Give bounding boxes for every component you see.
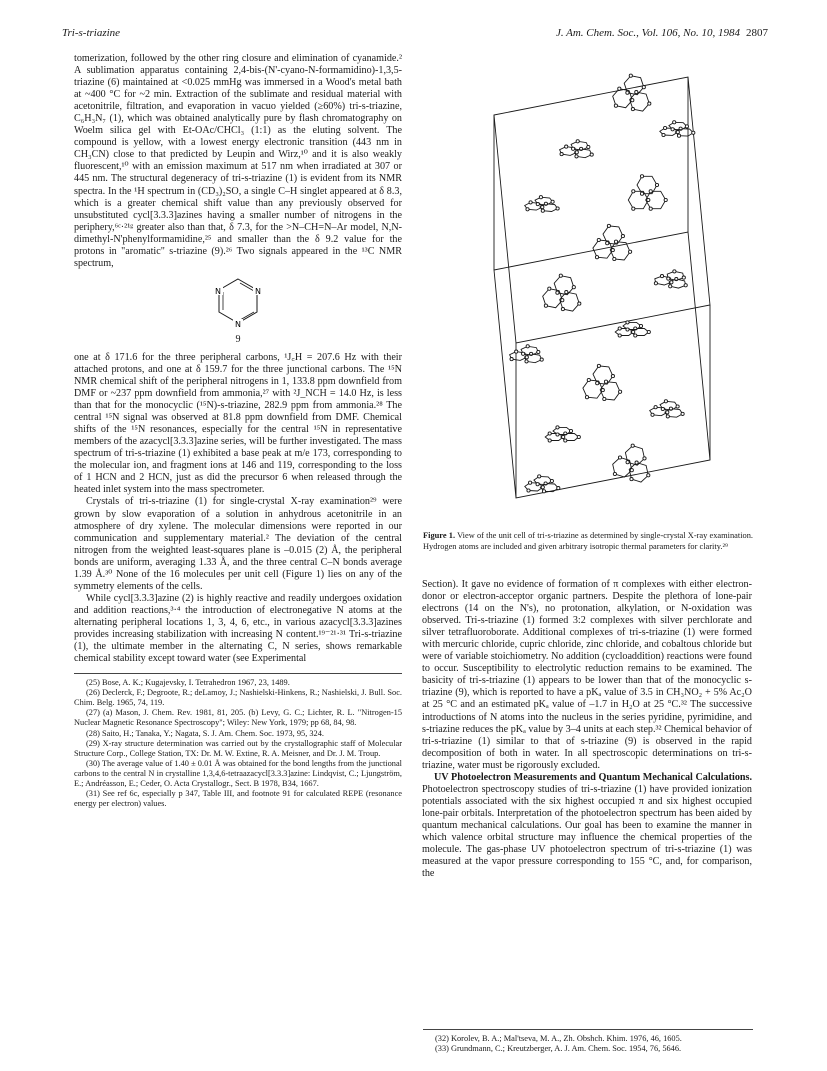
compound-label: 9 bbox=[235, 333, 241, 345]
atom bbox=[572, 286, 575, 289]
atom bbox=[635, 91, 638, 94]
atom bbox=[681, 412, 684, 415]
tri-s-triazine-molecule bbox=[615, 321, 650, 337]
ring bbox=[603, 226, 623, 244]
atom bbox=[607, 224, 610, 227]
atom bbox=[604, 380, 607, 383]
s-triazine-structure bbox=[211, 275, 265, 331]
atom bbox=[575, 151, 578, 154]
ring bbox=[553, 427, 571, 434]
tri-s-triazine-molecule bbox=[510, 345, 544, 363]
atom bbox=[525, 360, 528, 363]
atom bbox=[569, 429, 572, 432]
atom bbox=[676, 131, 679, 134]
atom bbox=[562, 435, 565, 438]
atom bbox=[631, 444, 634, 447]
atom bbox=[597, 364, 600, 367]
reference: (26) Declerck, F.; Degroote, R.; deLamoy, J.; Nashielski-Hinkens, R.; Nashielski, J. Bull. Soc. Chim. Belg. 1965, 74, 119. bbox=[74, 688, 402, 708]
atom bbox=[613, 257, 616, 260]
page-number: 2807 bbox=[746, 27, 768, 39]
atom bbox=[597, 238, 600, 241]
atom bbox=[684, 284, 687, 287]
tri-s-triazine-molecule bbox=[654, 270, 687, 288]
atom bbox=[631, 108, 634, 111]
atom bbox=[542, 490, 545, 493]
atom bbox=[510, 358, 513, 361]
atom bbox=[649, 190, 652, 193]
atom bbox=[642, 86, 645, 89]
atom bbox=[618, 334, 621, 337]
tri-s-triazine-molecule bbox=[613, 74, 651, 111]
atom bbox=[647, 198, 650, 201]
atom bbox=[541, 486, 544, 489]
unit-cell-figure bbox=[482, 55, 722, 520]
references-right bbox=[423, 1029, 753, 1054]
atom bbox=[677, 134, 680, 137]
atom bbox=[664, 400, 667, 403]
atom bbox=[587, 378, 590, 381]
atom bbox=[630, 469, 633, 472]
reference: (31) See ref 6c, especially p 347, Table III, and footnote 91 for calculated REPE (resonance energy per electron) values. bbox=[74, 789, 402, 809]
atom bbox=[626, 461, 629, 464]
atom bbox=[587, 145, 590, 148]
atom bbox=[526, 345, 529, 348]
atom bbox=[654, 406, 657, 409]
paragraph-stability: Section). It gave no evidence of formation of π complexes with either electron-donor or electron-acceptor organic partners. Despite the plethora of lone-pair electrons (14 on the N's), no protonation, alkylation, or N-oxidation was observed. Tri-s-triazine (1) formed 3:2 complexes with silver perchlorate and silver tetrafluoroborate. Additional complexes of tri-s-triazine (1) were formed with mercuric chloride, cupric chloride, zinc chloride, and cobaltous chloride but were of variable stoichiometry. No addition (cycloaddition) reactions were found to occur. Susceptibility to electrolytic reduction remains to be examined. The basicity of tri-s-triazine (1) appears to be lower than that of the monocyclic s-triazine (9), which is reported to have a pKₐ value of 3.5 in CH₃NO₂ + 5% Ac₂O at 25 °C and an estimated pKₐ value of –1.7 in H₂O at 25 °C.³² The successive introductions of N atoms into the nucleus in the series pyridine, pyrimidine, and s-triazine reduces the pKₐ value by 3–4 units at each step.³² Chemical behavior of tri-s-triazine (1) similar to that of s-triazine (9) is observed in the rapid decomposition of both in water. In all spectroscopic determinations on tri-s-triazine, water must be rigorously excluded. bbox=[422, 579, 752, 771]
journal-citation bbox=[556, 27, 768, 39]
atom bbox=[614, 240, 617, 243]
atom bbox=[537, 350, 540, 353]
atom bbox=[565, 145, 568, 148]
atom bbox=[560, 153, 563, 156]
tri-s-triazine-molecule bbox=[543, 274, 581, 311]
atom bbox=[556, 291, 559, 294]
atom bbox=[611, 249, 614, 252]
atom bbox=[536, 483, 539, 486]
atom bbox=[634, 334, 637, 337]
atom bbox=[541, 209, 544, 212]
atom bbox=[578, 302, 581, 305]
atom bbox=[618, 87, 621, 90]
atom bbox=[643, 457, 646, 460]
atom bbox=[595, 256, 598, 259]
atom bbox=[603, 397, 606, 400]
atom bbox=[606, 242, 609, 245]
atom bbox=[664, 198, 667, 201]
atom bbox=[536, 203, 539, 206]
atom bbox=[649, 207, 652, 210]
atom bbox=[631, 99, 634, 102]
atom bbox=[654, 282, 657, 285]
atom bbox=[575, 155, 578, 158]
atom bbox=[632, 190, 635, 193]
reference: (32) Korolev, B. A.; Mal'tseva, M. A., Zh. Obshch. Khim. 1976, 46, 1605. bbox=[435, 1034, 682, 1043]
atom bbox=[539, 196, 542, 199]
references-left bbox=[74, 673, 402, 809]
tri-s-triazine-molecule bbox=[593, 224, 632, 260]
paragraph-crystal: Crystals of tri-s-triazine (1) for single-crystal X-ray examination²⁹ were grown by slow evaporation of a solution in anhydrous acetonitrile in an atmosphere of dry xylene. The molecular dimensions were reported in our communication and supplementary material.² The deviation of the central nitrogen from the weighted least-squares plane is –0.015 (2) Å, the peripheral bonds are uniform, averaging 1.33 Å, and the three central C–N bonds average 1.39 Å.³⁰ None of the 16 molecules per unit cell (Figure 1) lies on any of the symmetry elements of the cells. bbox=[74, 496, 402, 592]
caption-text: View of the unit cell of tri-s-triazine as determined by single-crystal X-ray examination. Hydrogen atoms are included and given arbitrary isotropic thermal parameters for clarity.²⁹ bbox=[423, 531, 753, 551]
ring-nitrogen-2: N bbox=[235, 319, 241, 329]
atom bbox=[596, 382, 599, 385]
ring bbox=[583, 380, 603, 398]
atom bbox=[548, 432, 551, 435]
journal-name: J. Am. Chem. Soc., Vol. 106, No. 10, 1984 bbox=[555, 27, 740, 39]
atom bbox=[632, 330, 635, 333]
ring bbox=[637, 176, 657, 193]
atom bbox=[561, 299, 564, 302]
molecule-layer bbox=[510, 74, 695, 493]
atom bbox=[639, 324, 642, 327]
tri-s-triazine-molecule bbox=[583, 364, 622, 400]
atom bbox=[561, 308, 564, 311]
section-ups bbox=[422, 772, 752, 880]
atom bbox=[556, 433, 559, 436]
atom bbox=[651, 413, 654, 416]
tri-s-triazine-molecule bbox=[650, 400, 685, 418]
atom bbox=[540, 358, 543, 361]
atom bbox=[529, 201, 532, 204]
atom bbox=[660, 275, 663, 278]
reference: (28) Saito, H.; Tanaka, Y.; Nagata, S. J. Am. Chem. Soc. 1973, 95, 324. bbox=[86, 728, 324, 738]
section-heading: UV Photoelectron Measurements and Quantum Mechanical Calculations. bbox=[434, 771, 752, 783]
tri-s-triazine-molecule bbox=[525, 196, 560, 213]
atom bbox=[666, 415, 669, 418]
atom bbox=[647, 330, 650, 333]
atom bbox=[541, 206, 544, 209]
atom bbox=[619, 390, 622, 393]
tri-s-triazine-molecule bbox=[525, 475, 560, 493]
atom bbox=[661, 407, 664, 410]
atom bbox=[515, 350, 518, 353]
atom bbox=[667, 277, 670, 280]
reference: (30) The average value of 1.40 ± 0.01 Å was obtained for the bond lengths from the junctional carbons to the central N in crystalline 1,3,4,6-tetraazacycl[3.3.3]azine: Lindqvist, C.; Ljungström, E.; Andréasson, E.; Ceder, O. Acta Crystallogr., Sect. B 1978, B34, 1667. bbox=[74, 758, 402, 789]
atom bbox=[629, 250, 632, 253]
atom bbox=[655, 183, 658, 186]
reference: (29) X-ray structure determination was carried out by the crystallographic staff of Molecular Structure Corp., College Station, TX: Dr. M. W. Extine, R. A. Meisner, and Dr. J. M. Troup. bbox=[74, 738, 402, 758]
atom bbox=[640, 175, 643, 178]
atom bbox=[664, 126, 667, 129]
atom bbox=[629, 74, 632, 77]
ring bbox=[593, 366, 613, 384]
atom bbox=[551, 200, 554, 203]
atom bbox=[611, 375, 614, 378]
atom bbox=[576, 140, 579, 143]
atom bbox=[635, 461, 638, 464]
atom bbox=[613, 472, 616, 475]
paragraph-nmr: one at δ 171.6 for the three peripheral carbons, ¹J꜀H = 207.6 Hz with their attached protons, and one at δ 159.7 for the three junctional carbons. The ¹⁵N NMR chemical shift of the peripheral nitrogens in 1, 133.8 ppm downfield from DMF or ~237 ppm downfield from ammonia,²⁷ with ²J_NCH = 14.0 Hz, is less than that for the monocyclic (¹⁵N)-s-triazine, 282.9 ppm from ammonia.²⁸ The central ¹⁵N signal was observed at 81.8 ppm downfield from DMF. Chemical shifts of the ¹⁵N resonances, especially for the central ¹⁵N in representative members of the azacycl[3.3.3]azine series, will be further investigated. The mass spectrum of tri-s-triazine (1) exhibited a base peak at m/e 173, corresponding to the molecular ion, and fragment ions at 146 and 119, corresponding to the loss of 1 HCN and 2 HCN, just as did the precursor 6 when released through the heated inlet system into the mass spectrometer. bbox=[74, 351, 402, 496]
atom bbox=[630, 478, 633, 481]
atom bbox=[670, 281, 673, 284]
atom bbox=[621, 235, 624, 238]
atom bbox=[526, 208, 529, 211]
atom bbox=[632, 207, 635, 210]
atom bbox=[648, 102, 651, 105]
atom bbox=[557, 487, 560, 490]
atom bbox=[572, 147, 575, 150]
atom bbox=[673, 121, 676, 124]
reference: (27) (a) Mason, J. Chem. Rev. 1981, 81, 205. (b) Levy, G. C.; Lichter, R. L. "Nitrogen-15 Nuclear Magnetic Resonance Spectroscopy"; Wiley: New York, 1979; pp 68, 84, 98. bbox=[74, 708, 402, 728]
atom bbox=[676, 405, 679, 408]
atom bbox=[556, 426, 559, 429]
atom bbox=[618, 456, 621, 459]
atom bbox=[522, 352, 525, 355]
paragraph-reactivity: While cycl[3.3.3]azine (2) is highly reactive and readily undergoes oxidation and addition reactions,³·⁴ the introduction of electronegative N atoms at the alternating peripheral locations 1, 3, 4, 6, etc., in various azacycl[3.3.3]azines provides increasing stabilization with increasing N content.¹⁹⁻²¹·³¹ Tri-s-triazine (1), the ultimate member in the alternating C, N series, shows remarkable chemical stability except toward water (see Experimental bbox=[74, 592, 402, 665]
atom bbox=[626, 328, 629, 331]
atom bbox=[577, 435, 580, 438]
atom bbox=[685, 125, 688, 128]
atom bbox=[682, 276, 685, 279]
atom bbox=[692, 131, 695, 134]
atom bbox=[671, 128, 674, 131]
reference: (33) Grundmann, C.; Kreutzberger, A. J. Am. Chem. Soc. 1954, 76, 5646. bbox=[435, 1044, 682, 1054]
atom bbox=[538, 475, 541, 478]
tri-s-triazine-molecule bbox=[613, 444, 650, 482]
atom bbox=[673, 270, 676, 273]
ring-nitrogen-3: N bbox=[215, 286, 221, 296]
atom bbox=[556, 207, 559, 210]
atom bbox=[544, 304, 547, 307]
atom bbox=[669, 285, 672, 288]
atom bbox=[525, 356, 528, 359]
atom bbox=[626, 321, 629, 324]
atom bbox=[590, 153, 593, 156]
atom bbox=[626, 91, 629, 94]
atom bbox=[601, 389, 604, 392]
tri-s-triazine-molecule bbox=[660, 121, 695, 138]
atom bbox=[647, 474, 650, 477]
atom bbox=[564, 439, 567, 442]
atom bbox=[559, 274, 562, 277]
figure-caption bbox=[423, 531, 753, 552]
running-title: Tri-s-triazine bbox=[62, 27, 121, 39]
tri-s-triazine-molecule bbox=[628, 175, 667, 211]
atom bbox=[614, 104, 617, 107]
right-column bbox=[422, 579, 752, 880]
atom bbox=[527, 489, 530, 492]
atom bbox=[565, 291, 568, 294]
section-text: Photoelectron spectroscopy studies of tri-s-triazine (1) have provided ionization potentials associated with the six highest occupied π and six highest occupied lone-pair orbitals. Interpretation of the photoelectron spectrum has been aided by quantum mechanical calculations. Our goal has been to examine the manner in which valence orbital structure may influence the chemical properties of the molecule. The gas-phase UV photoelectron spectrum of tri-s-triazine (1) was measured at the vapor pressure corresponding to 155 °C, and, for comparison, the bbox=[422, 783, 752, 880]
left-column bbox=[74, 53, 402, 809]
atom bbox=[666, 411, 669, 414]
atom bbox=[662, 133, 665, 136]
tri-s-triazine-molecule bbox=[545, 426, 580, 442]
atom bbox=[548, 287, 551, 290]
caption-label: Figure 1. bbox=[423, 531, 456, 540]
atom bbox=[550, 479, 553, 482]
page-header bbox=[62, 27, 768, 43]
ring bbox=[623, 322, 641, 329]
ring-nitrogen-1: N bbox=[255, 286, 261, 296]
atom bbox=[618, 327, 621, 330]
atom bbox=[585, 396, 588, 399]
atom bbox=[548, 439, 551, 442]
reference: (25) Bose, A. K.; Kugajevsky, I. Tetrahedron 1967, 23, 1489. bbox=[86, 678, 290, 688]
paragraph-synthesis: tomerization, followed by the other ring closure and elimination of cyanamide.² A sublimation apparatus containing 2,4-bis-(N'-cyano-N-formamidino)-1,3,5-triazine (6) maintained at <0.025 mmHg was immersed in a Wood's metal bath at ~400 °C for ~2 min. Extraction of the sublimate and residual material with acetonitrile, filtration, and evaporation in vacuo yielded (≥60%) tri-s-triazine, C₆H₃N₇ (1), which was obtained analytically pure by flash chromatography on Woelm silica gel with Et-OAc/CHCl₃ (1:1) as the eluting solvent. The compound is yellow, with a lowest energy electronic transition (443 nm in CH₃CN) close to that predicted by Leupin and Wirz,¹⁰ and it is also weakly fluorescent,¹⁰ with an emission maximum at 517 nm when irradiated at 307 or 445 nm. The structural degeneracy of tri-s-triazine (1) is evident from its NMR spectra. In the ¹H spectrum in (CD₃)₂SO, a single C–H singlet appeared at δ 8.3, which is a greater chemical shift value than any previously observed for unsubstituted cycl[3.3.3]azines having a smaller number of nitrogens in the periphery,⁶ᶜ·²¹ᵍ greater also than that, δ 7.3, for the >N–CH=N–Ar model, N,N-dimethyl-N'phenylformamidine,²⁵ and smaller than the δ 9.2 value for the protons in "aromatic" s-triazine (9).²⁶ Two signals appeared in the ¹³C NMR spectrum, bbox=[74, 53, 402, 269]
atom bbox=[640, 192, 643, 195]
atom bbox=[529, 481, 532, 484]
tri-s-triazine-molecule bbox=[560, 140, 594, 158]
